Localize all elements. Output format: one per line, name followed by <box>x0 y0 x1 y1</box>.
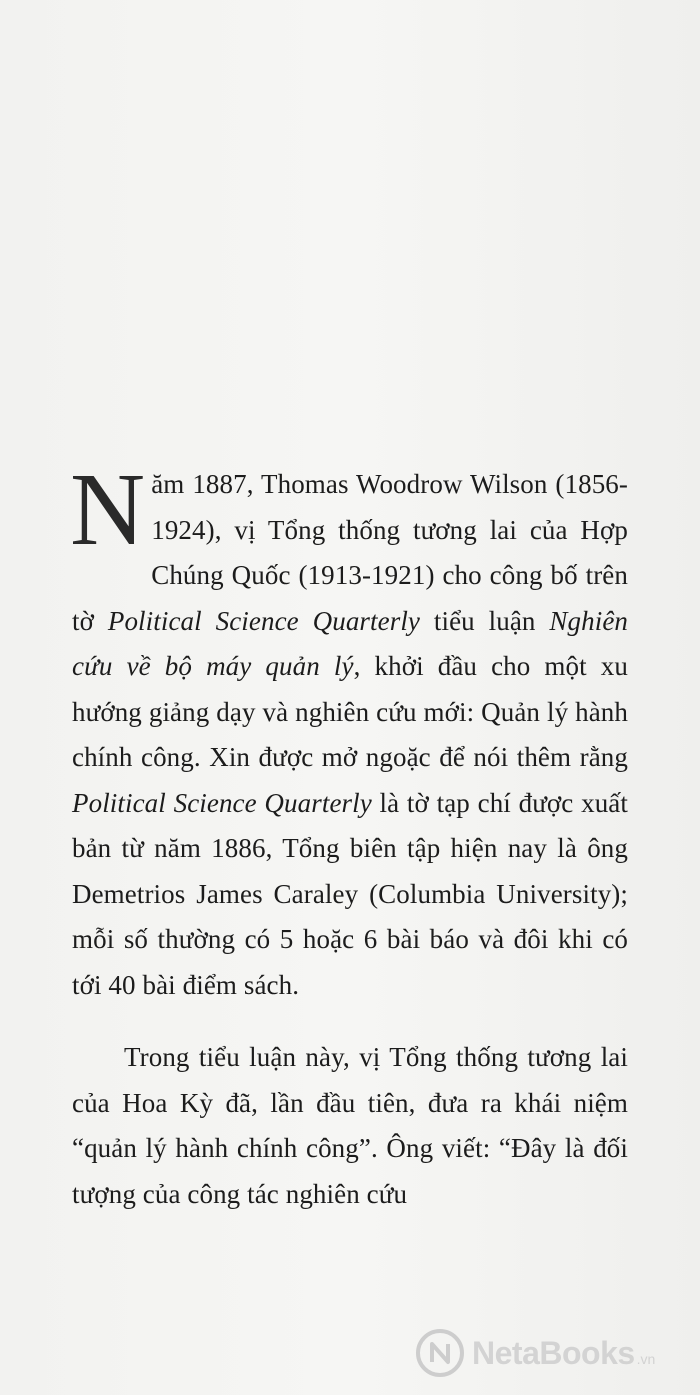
paragraph-1-part-b: tiểu luận <box>420 605 550 636</box>
essay-title: Nghiên cứu về bộ máy quản lý <box>72 605 629 681</box>
paragraph-1-part-a: ăm 1887, Thomas Woodrow Wilson (1856-1924), vị Tổng thống tương lai của Hợp Chúng Quốc (1913-1921) cho công bố trên tờ <box>72 469 628 636</box>
paragraph-1-part-c: , khởi đầu cho một xu hướng giảng dạy và nghiên cứu mới: Quản lý hành chính công. Xin được mở ngoặc để nói thêm rằng <box>72 651 628 772</box>
journal-title-2: Political Science Quarterly <box>72 787 372 818</box>
watermark-brand: NetaBooks <box>472 1334 635 1371</box>
paragraph-1-part-d: là tờ tạp chí được xuất bản từ năm 1886, Tổng biên tập hiện nay là ông Demetrios James Caraley (Columbia University); mỗi số thường có 5 hoặc 6 bài báo và đôi khi có tới 40 bài điểm sách. <box>72 787 628 1000</box>
drop-cap: N <box>70 452 146 567</box>
paragraph-1 <box>70 452 629 1008</box>
journal-title: Political Science Quarterly <box>107 605 421 636</box>
paragraph-2: Trong tiểu luận này, vị Tổng thống tương lai của Hoa Kỳ đã, lần đầu tiên, đưa ra khái niệm “quản lý hành chính công”. Ông viết: “Đây là đối tượng của công tác nghiên cứu <box>72 1042 628 1209</box>
watermark-tld: .vn <box>636 1351 656 1367</box>
watermark <box>416 1325 655 1381</box>
body-text <box>70 452 629 1217</box>
netabooks-logo-icon <box>416 1329 464 1377</box>
